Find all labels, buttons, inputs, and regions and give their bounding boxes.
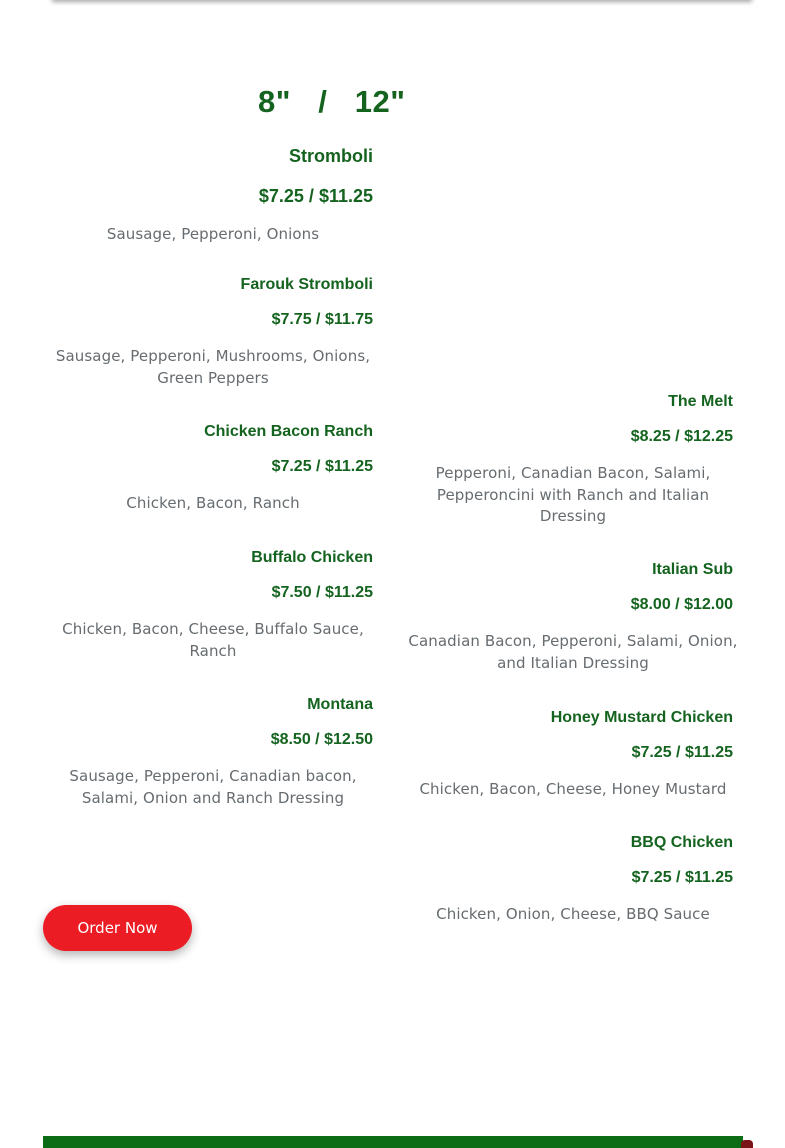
item-name: Italian Sub	[652, 561, 733, 578]
menu-item-montana	[43, 696, 373, 809]
item-name: Chicken Bacon Ranch	[204, 423, 373, 440]
item-description: Sausage, Pepperoni, Onions	[106, 225, 320, 243]
order-now-button[interactable]: Order Now	[43, 905, 192, 951]
menu-item-the-melt	[403, 393, 733, 528]
menu-item-chicken-bacon-ranch	[43, 423, 373, 515]
footer-accent	[741, 1140, 753, 1148]
item-name: BBQ Chicken	[630, 834, 733, 851]
item-price: $7.25 / $11.25	[631, 869, 733, 886]
item-name: The Melt	[668, 393, 733, 410]
item-price: $7.75 / $11.75	[271, 311, 373, 328]
menu-item-stromboli	[43, 146, 373, 246]
item-name: Buffalo Chicken	[251, 549, 373, 566]
item-description: Pepperoni, Canadian Bacon, Salami, Pepperoncini with Ranch and Italian Dressing	[435, 464, 711, 525]
item-description: Chicken, Bacon, Cheese, Honey Mustard	[419, 780, 727, 798]
menu-item-buffalo-chicken	[43, 549, 373, 662]
item-description: Chicken, Bacon, Cheese, Buffalo Sauce, Ranch	[62, 620, 364, 660]
item-description: Chicken, Bacon, Ranch	[126, 494, 300, 512]
item-description: Sausage, Pepperoni, Canadian bacon, Salami, Onion and Ranch Dressing	[69, 767, 357, 807]
menu-item-honey-mustard-chicken	[403, 709, 733, 801]
item-name: Stromboli	[289, 146, 373, 166]
item-description: Chicken, Onion, Cheese, BBQ Sauce	[436, 905, 710, 923]
menu-item-italian-sub	[403, 561, 738, 674]
item-price: $7.25 / $11.25	[631, 744, 733, 761]
item-name: Montana	[307, 696, 373, 713]
item-name: Honey Mustard Chicken	[550, 709, 733, 726]
item-price: $8.25 / $12.25	[630, 428, 733, 445]
size-header: 8" / 12"	[258, 84, 406, 119]
item-price: $7.25 / $11.25	[258, 186, 373, 206]
item-description: Canadian Bacon, Pepperoni, Salami, Onion, and Italian Dressing	[408, 632, 738, 672]
item-price: $8.00 / $12.00	[630, 596, 733, 613]
item-name: Farouk Stromboli	[240, 276, 373, 293]
item-price: $7.25 / $11.25	[271, 458, 373, 475]
menu-item-bbq-chicken	[403, 834, 733, 926]
item-description: Sausage, Pepperoni, Mushrooms, Onions, Green Peppers	[55, 347, 371, 387]
menu-item-farouk-stromboli	[43, 276, 373, 389]
item-price: $7.50 / $11.25	[271, 584, 373, 601]
item-price: $8.50 / $12.50	[270, 731, 373, 748]
footer-bar	[43, 1136, 743, 1148]
